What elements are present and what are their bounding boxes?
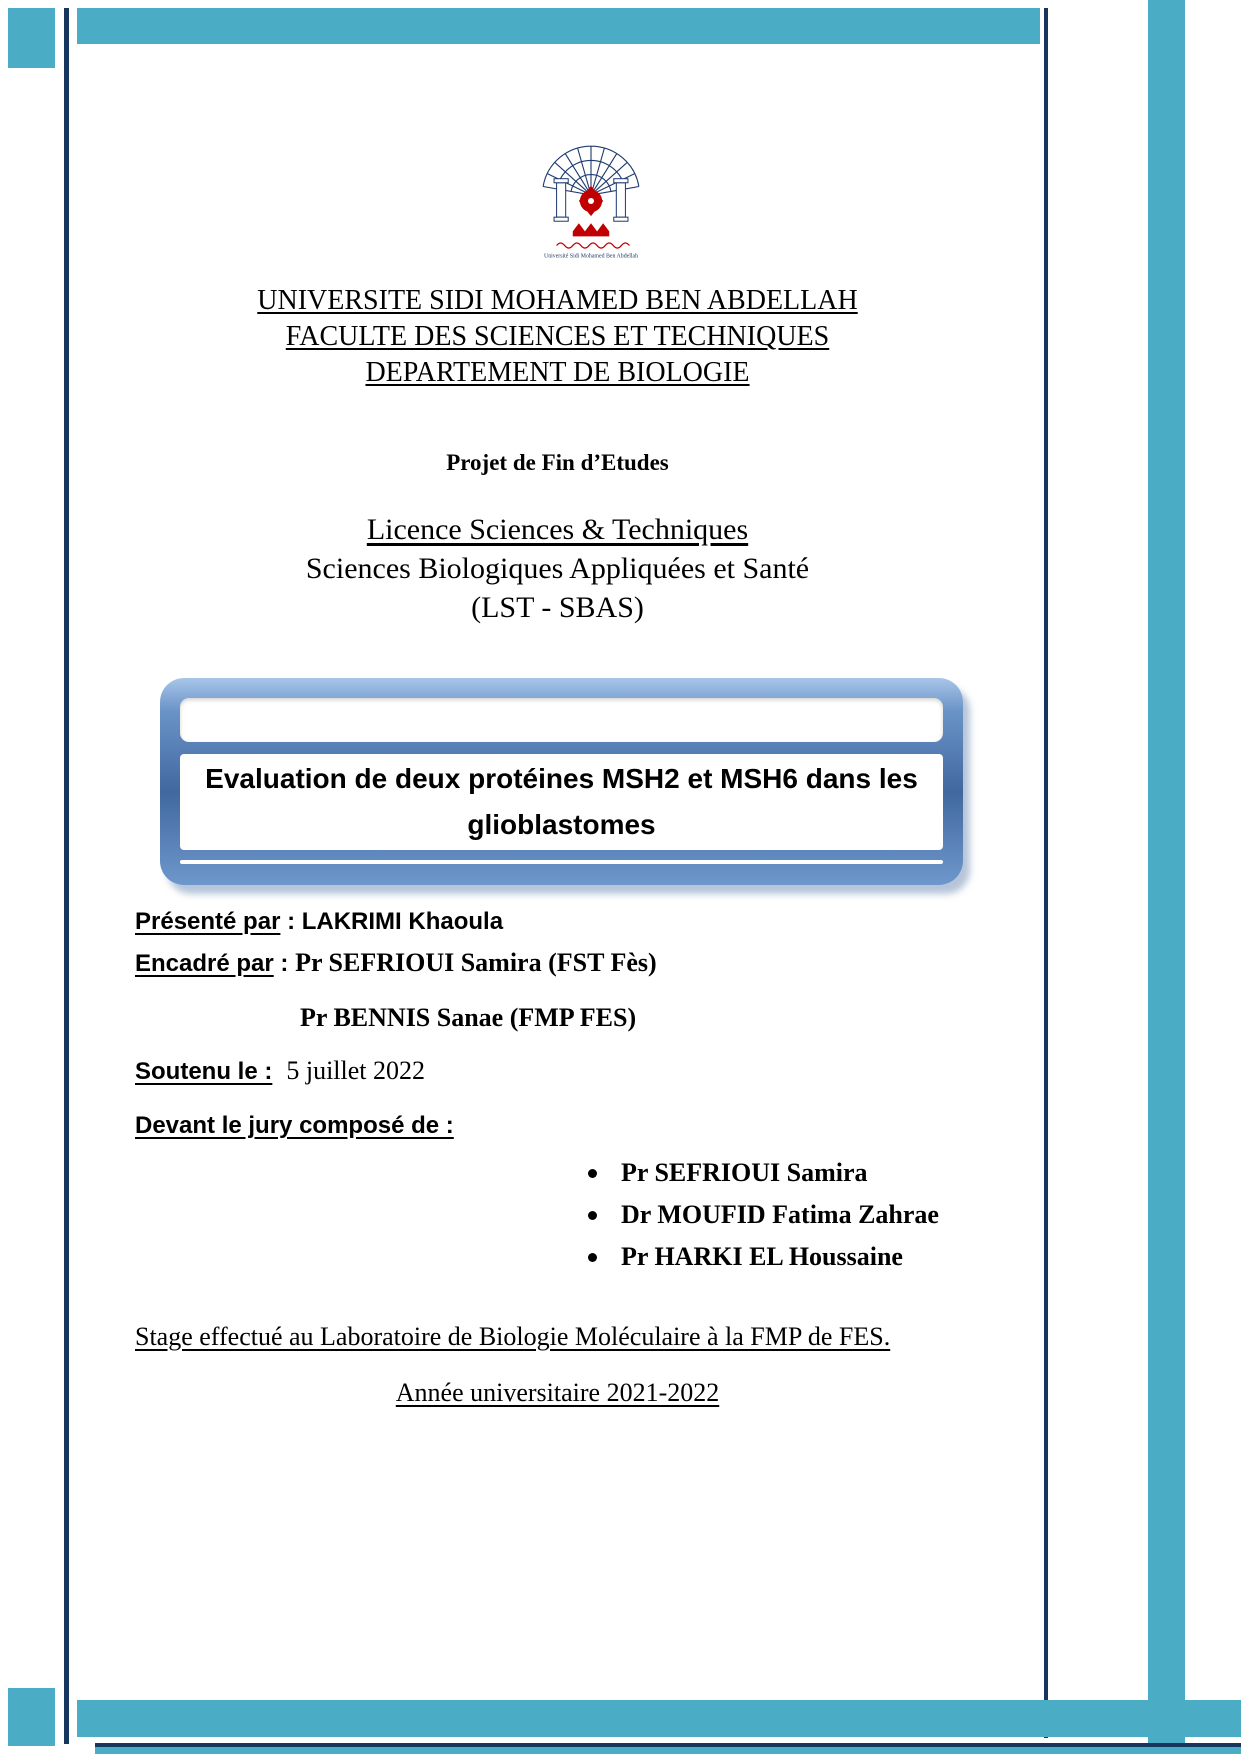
bullet-icon bbox=[588, 1211, 597, 1220]
logo-caption: Université Sidi Mohamed Ben Abdellah bbox=[543, 253, 639, 260]
title-box-top-strip bbox=[180, 698, 943, 742]
presented-by-value: LAKRIMI Khaoula bbox=[301, 908, 504, 935]
title-box bbox=[160, 678, 963, 885]
degree-line1: Licence Sciences & Techniques bbox=[366, 513, 749, 546]
university-name: UNIVERSITE SIDI MOHAMED BEN ABDELLAH bbox=[257, 285, 858, 316]
university-logo-icon bbox=[526, 122, 656, 284]
border-bottom-strip bbox=[95, 1747, 1241, 1754]
jury-member-name: Dr MOUFID Fatima Zahrae bbox=[621, 1200, 939, 1229]
border-right-line bbox=[1044, 8, 1048, 1738]
degree-line3: (LST - SBAS) bbox=[471, 591, 644, 624]
bullet-icon bbox=[588, 1253, 597, 1262]
supervised-by-line bbox=[135, 948, 657, 978]
defended-label: Soutenu le : bbox=[135, 1058, 273, 1085]
border-bottom-left-block bbox=[8, 1688, 55, 1746]
thesis-title: Evaluation de deux protéines MSH2 et MSH6 dans les glioblastomes bbox=[205, 763, 918, 840]
border-top-bar bbox=[77, 8, 1040, 44]
jury-label: Devant le jury composé de : bbox=[135, 1112, 454, 1139]
border-top-left-block bbox=[8, 8, 55, 68]
supervised-by-label: Encadré par bbox=[135, 950, 274, 977]
university-logo bbox=[526, 122, 656, 284]
internship-line: Stage effectué au Laboratoire de Biologie Moléculaire à la FMP de FES. bbox=[135, 1322, 891, 1351]
department-name: DEPARTEMENT DE BIOLOGIE bbox=[365, 357, 750, 388]
jury-list bbox=[588, 1158, 939, 1284]
degree-line2: Sciences Biologiques Appliquées et Santé bbox=[305, 552, 810, 585]
presented-by-sep: : bbox=[280, 908, 302, 935]
faculty-name: FACULTE DES SCIENCES ET TECHNIQUES bbox=[285, 321, 830, 352]
degree-block bbox=[135, 510, 980, 627]
project-type: Projet de Fin d’Etudes bbox=[446, 450, 669, 475]
title-box-divider bbox=[180, 860, 943, 864]
jury-member-row bbox=[588, 1200, 939, 1230]
defended-line bbox=[135, 1056, 425, 1086]
supervised-by-sep: : bbox=[273, 950, 296, 977]
border-bottom-bar bbox=[77, 1700, 1241, 1737]
presented-by-line bbox=[135, 908, 503, 936]
defended-date: 5 juillet 2022 bbox=[286, 1056, 426, 1085]
presented-by-label: Présenté par bbox=[135, 908, 281, 935]
jury-member-name: Pr HARKI EL Houssaine bbox=[621, 1242, 903, 1271]
logo-calligraphy-line bbox=[557, 243, 630, 248]
bullet-icon bbox=[588, 1169, 597, 1178]
jury-member-row bbox=[588, 1158, 939, 1188]
title-box-main bbox=[180, 754, 943, 850]
jury-member-name: Pr SEFRIOUI Samira bbox=[621, 1158, 868, 1187]
supervisor2-name: Pr BENNIS Sanae (FMP FES) bbox=[300, 1003, 637, 1032]
university-header bbox=[135, 283, 980, 391]
academic-year-line bbox=[135, 1378, 980, 1408]
academic-year-text: Année universitaire 2021-2022 bbox=[395, 1378, 720, 1407]
supervisor1-name: Pr SEFRIOUI Samira (FST Fès) bbox=[295, 948, 657, 977]
jury-member-row bbox=[588, 1242, 939, 1272]
border-right-band bbox=[1148, 0, 1185, 1754]
border-left-line bbox=[64, 8, 69, 1744]
